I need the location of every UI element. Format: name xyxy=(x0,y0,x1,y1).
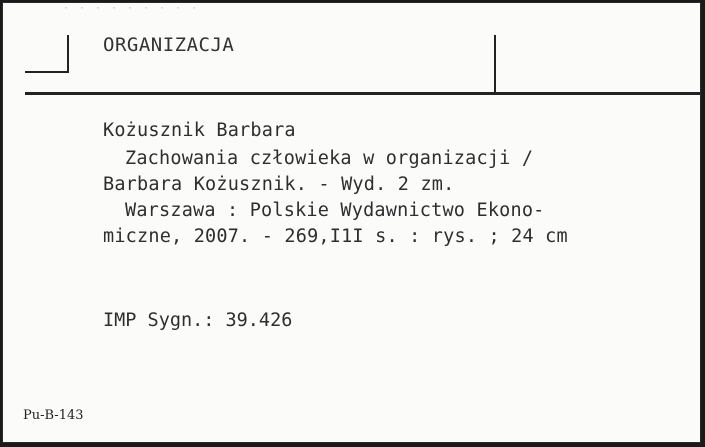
heading-divider xyxy=(494,35,496,93)
author-line: Kożusznik Barbara xyxy=(103,120,296,141)
physical-description-line: miczne, 2007. - 269,I1I s. : rys. ; 24 cm xyxy=(103,226,568,247)
heading-rule xyxy=(25,92,701,95)
call-number: IMP Sygn.: 39.426 xyxy=(103,310,293,331)
catalog-card xyxy=(2,2,701,443)
corner-mark-horizontal xyxy=(25,71,69,73)
stamp-code: Pu-B-143 xyxy=(23,408,84,423)
title-line: Zachowania człowieka w organizacji / xyxy=(125,148,534,169)
bleed-through-text: · · · · · · · · · xyxy=(63,3,200,14)
subject-heading: ORGANIZACJA xyxy=(103,34,235,56)
publication-line: Warszawa : Polskie Wydawnictwo Ekono- xyxy=(125,200,545,221)
corner-mark-vertical xyxy=(67,35,69,73)
responsibility-line: Barbara Kożusznik. - Wyd. 2 zm. xyxy=(103,174,455,195)
